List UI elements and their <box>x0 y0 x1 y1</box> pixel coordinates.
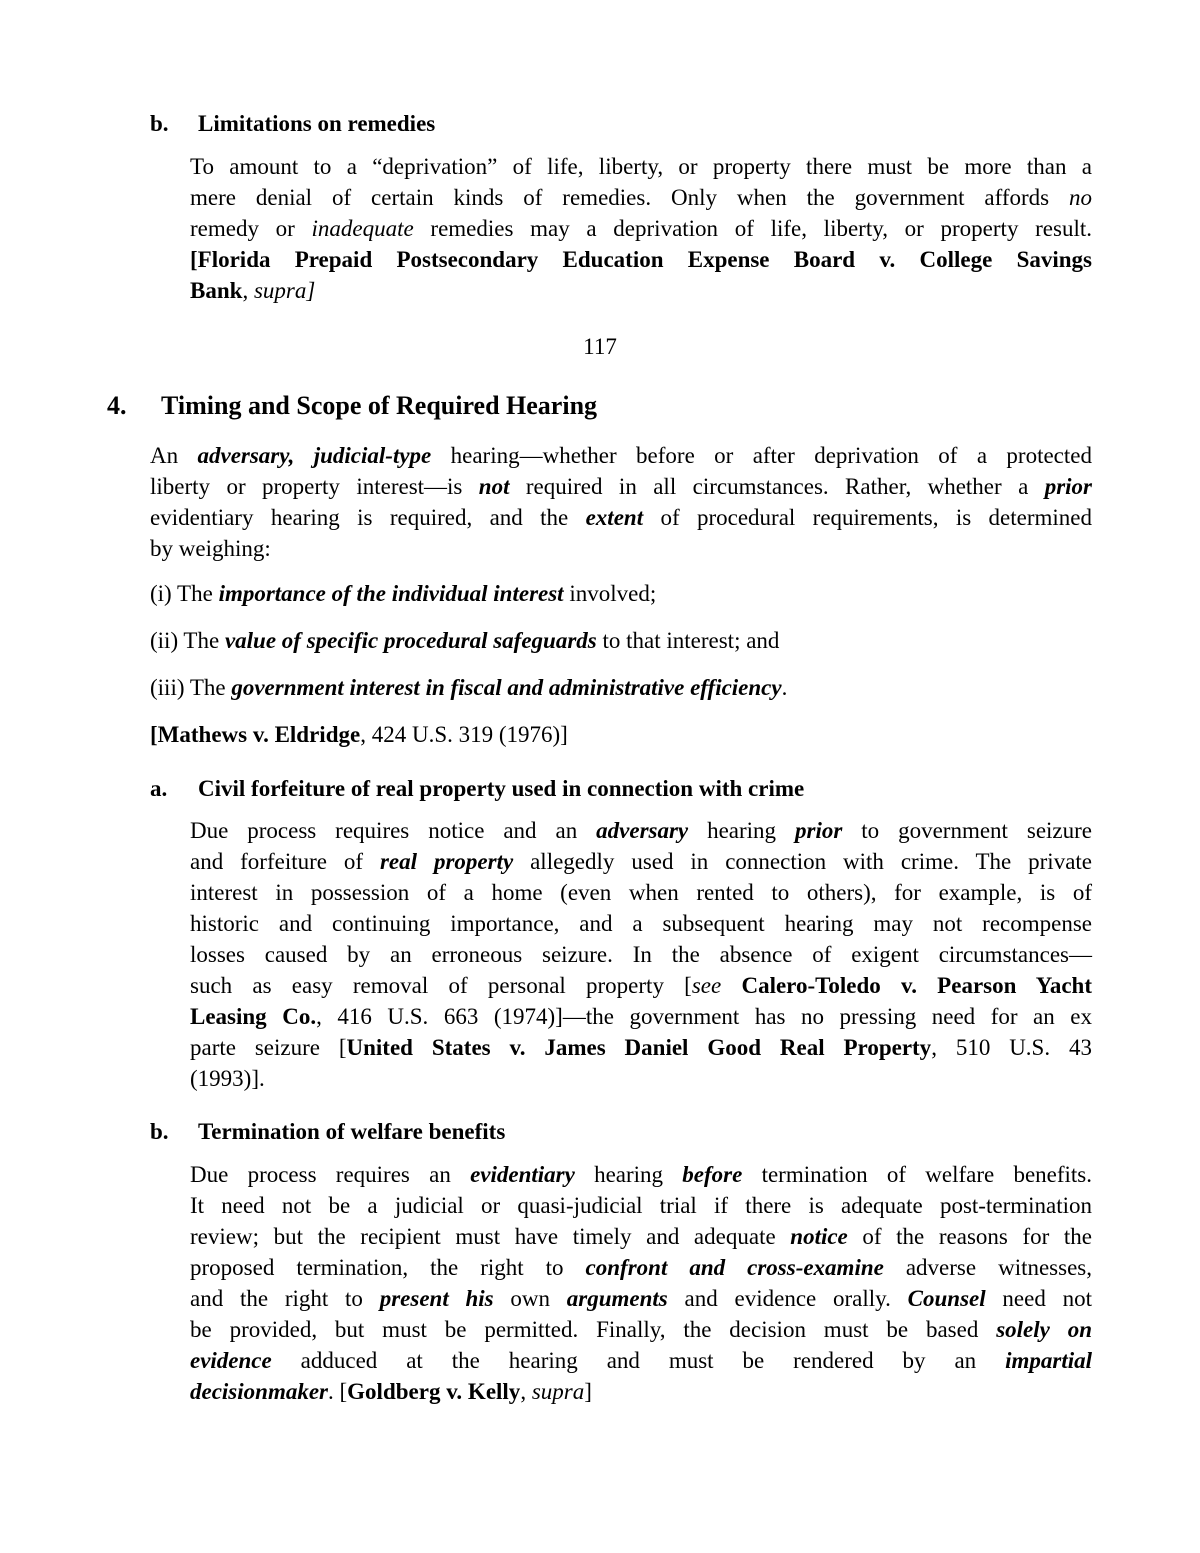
section-b2-title: Termination of welfare benefits <box>198 1119 506 1144</box>
emphasis: before <box>682 1162 743 1187</box>
emphasis: solely on <box>996 1317 1092 1342</box>
case-name: United States v. James Daniel Good Real Property <box>346 1035 932 1060</box>
emphasis: supra] <box>253 278 316 303</box>
paragraph-line: historic and continuing importance, and a subsequent hearing may not recompense <box>190 911 1092 936</box>
section-a-marker: a. <box>150 776 168 801</box>
emphasis: confront and cross-examine <box>585 1255 884 1280</box>
emphasis: prior <box>795 818 843 843</box>
case-name: Bank <box>190 278 243 303</box>
emphasis: adversary <box>596 818 689 843</box>
emphasis: supra <box>531 1379 585 1404</box>
paragraph-line: Bank, supra] <box>190 278 316 303</box>
section-b1-marker: b. <box>150 111 169 136</box>
paragraph-line: liberty or property interest—is not required in all circumstances. Rather, whether a prior <box>150 474 1093 499</box>
page-number: 117 <box>583 334 617 359</box>
paragraph-line: An adversary, judicial-type hearing—whether before or after deprivation of a protected <box>150 443 1092 468</box>
emphasis: Counsel <box>907 1286 986 1311</box>
section-4-marker: 4. <box>107 391 127 420</box>
emphasis: prior <box>1044 474 1093 499</box>
paragraph-line: To amount to a “deprivation” of life, liberty, or property there must be more than a <box>190 154 1092 179</box>
paragraph-line: mere denial of certain kinds of remedies. Only when the government affords no <box>190 185 1092 210</box>
factor-item: (ii) The value of specific procedural safeguards to that interest; and <box>150 628 780 653</box>
emphasis: not <box>478 474 510 499</box>
emphasis: evidentiary <box>470 1162 575 1187</box>
section-b1-title: Limitations on remedies <box>198 111 436 136</box>
paragraph-line: such as easy removal of personal property [see Calero-Toledo v. Pearson Yacht <box>190 973 1092 998</box>
case-name: Leasing Co. <box>190 1004 317 1029</box>
emphasis: importance of the individual interest <box>218 581 564 606</box>
section-a-title: Civil forfeiture of real property used in connection with crime <box>198 776 805 801</box>
paragraph-line: losses caused by an erroneous seizure. In the absence of exigent circumstances— <box>190 942 1092 967</box>
section-b1-heading <box>150 108 435 139</box>
emphasis: impartial <box>1005 1348 1092 1373</box>
emphasis: decisionmaker <box>190 1379 328 1404</box>
emphasis: value of specific procedural safeguards <box>224 628 597 653</box>
paragraph-line: remedy or inadequate remedies may a deprivation of life, liberty, or property result. <box>190 216 1092 241</box>
paragraph-line: It need not be a judicial or quasi-judicial trial if there is adequate post-termination <box>190 1193 1092 1218</box>
paragraph-line: Due process requires an evidentiary hearing before termination of welfare benefits. <box>190 1162 1093 1187</box>
paragraph-line: Due process requires notice and an adversary hearing prior to government seizure <box>190 818 1092 843</box>
paragraph-line: evidence adduced at the hearing and must be rendered by an impartial <box>190 1348 1092 1373</box>
section-a-paragraph <box>190 815 1092 1094</box>
factor-item: (i) The importance of the individual interest involved; <box>150 581 657 606</box>
section-4-intro <box>150 440 1092 564</box>
case-name: Calero-Toledo v. Pearson Yacht <box>741 973 1092 998</box>
emphasis: extent <box>585 505 644 530</box>
emphasis: no <box>1069 185 1092 210</box>
case-citation: [Mathews v. Eldridge, 424 U.S. 319 (1976)] <box>150 722 568 747</box>
paragraph-line: by weighing: <box>150 536 271 561</box>
section-4-heading <box>107 389 597 423</box>
emphasis: see <box>691 973 722 998</box>
emphasis: arguments <box>566 1286 668 1311</box>
paragraph-line: (1993)]. <box>190 1066 265 1091</box>
section-a-heading <box>150 773 804 804</box>
section-4-title: Timing and Scope of Required Hearing <box>161 391 598 420</box>
emphasis: government interest in fiscal and administrative efficiency <box>231 675 782 700</box>
case-citation: [Florida Prepaid Postsecondary Education Expense Board v. College Savings <box>190 247 1092 272</box>
paragraph-line: evidentiary hearing is required, and the extent of procedural requirements, is determined <box>150 505 1092 530</box>
paragraph-line: be provided, but must be permitted. Finally, the decision must be based solely on <box>190 1317 1092 1342</box>
paragraph-line: decisionmaker. [Goldberg v. Kelly, supra] <box>190 1379 592 1404</box>
case-name: Mathews v. Eldridge <box>157 722 361 747</box>
emphasis: notice <box>790 1224 848 1249</box>
section-b2-paragraph <box>190 1159 1092 1407</box>
section-b2-marker: b. <box>150 1119 169 1144</box>
paragraph-line: review; but the recipient must have timely and adequate notice of the reasons for the <box>190 1224 1092 1249</box>
section-b1-paragraph <box>190 151 1092 306</box>
paragraph-line: and the right to present his own arguments and evidence orally. Counsel need not <box>190 1286 1092 1311</box>
section-b2-heading <box>150 1116 505 1147</box>
emphasis: adversary, judicial-type <box>197 443 432 468</box>
paragraph-line: interest in possession of a home (even when rented to others), for example, is of <box>190 880 1092 905</box>
case-name: Goldberg v. Kelly <box>347 1379 521 1404</box>
emphasis: evidence <box>190 1348 272 1373</box>
emphasis: present his <box>379 1286 494 1311</box>
paragraph-line: Leasing Co., 416 U.S. 663 (1974)]—the government has no pressing need for an ex <box>190 1004 1092 1029</box>
emphasis: inadequate <box>311 216 414 241</box>
paragraph-line: parte seizure [United States v. James Daniel Good Real Property, 510 U.S. 43 <box>190 1035 1092 1060</box>
factor-item: (iii) The government interest in fiscal and administrative efficiency. <box>150 675 788 700</box>
paragraph-line: and forfeiture of real property allegedly used in connection with crime. The private <box>190 849 1093 874</box>
emphasis: real property <box>379 849 514 874</box>
paragraph-line: proposed termination, the right to confront and cross-examine adverse witnesses, <box>190 1255 1092 1280</box>
